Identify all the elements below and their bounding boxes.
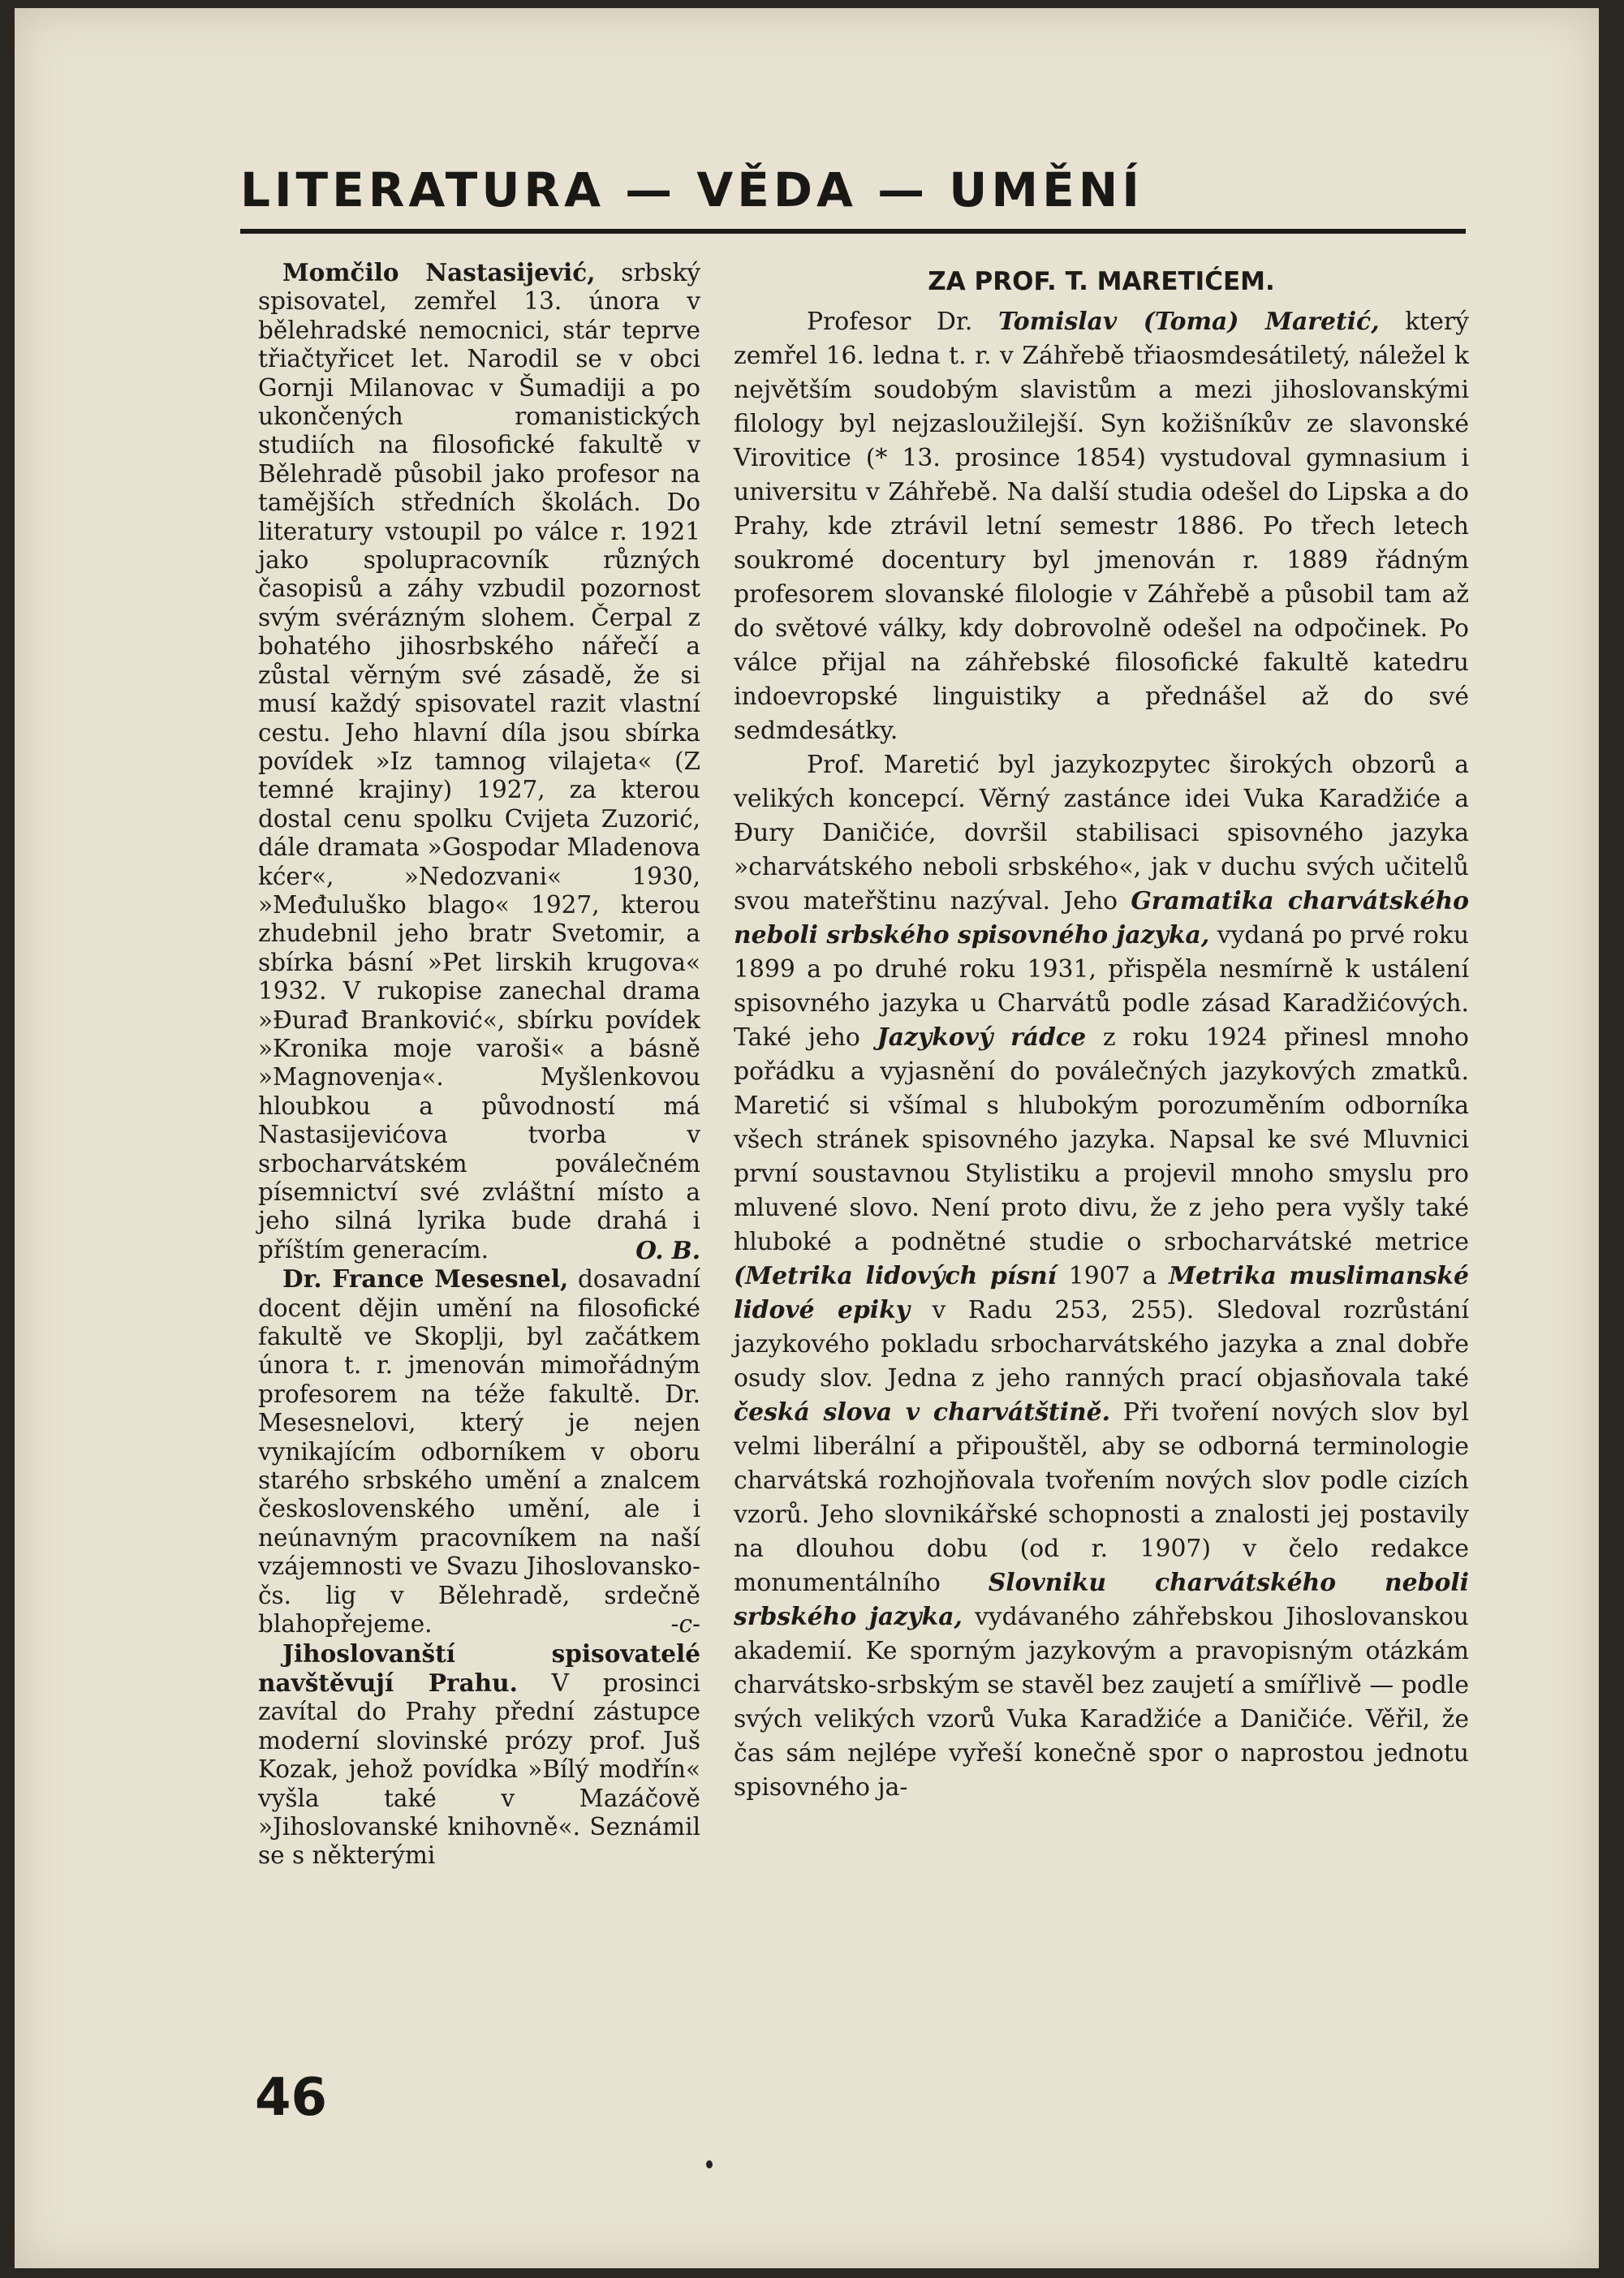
- maretic-p2-w3: (Metrika lidových písní: [734, 1262, 1057, 1290]
- maretic-p2-t4: 1907 a: [1056, 1262, 1170, 1290]
- article-nastasijevic-name: Momčilo Nastasijević,: [282, 258, 596, 286]
- article-nastasijevic: [258, 258, 700, 1264]
- article-mesesnel: [258, 1264, 700, 1639]
- left-column: [258, 258, 700, 2043]
- maretic-p2-w4: Metrika muslimanské lidové epiky: [734, 1262, 1469, 1324]
- article-nastasijevic-signature: O. B.: [635, 1235, 700, 1264]
- article-maretic-title: ZA PROF. T. MARETIĆEM.: [928, 267, 1275, 296]
- right-column: [734, 258, 1469, 2043]
- maretic-p1-name: Tomislav (Toma) Maretić,: [998, 308, 1380, 336]
- article-spisovatele-name: Jihoslovanští spisovatelé navštěvují Prahu.: [258, 1639, 700, 1697]
- article-mesesnel-text: dosavadní docent dějin umění na filosofické fakultě ve Skoplji, byl začátkem února t. r. jmenován mimořádným profesorem na téže fakultě. Dr. Mesesnelovi, který je nejen vynikajícím odborníkem v oboru starého srbského umění a znalcem československého umění, ale i neúnavným pracovníkem na naší vzájemnosti ve Svazu Jihoslovansko-čs. lig v Bělehradě, srdečně blahopřejeme.: [258, 1265, 700, 1639]
- section-header: LITERATURA — VĚDA — UMĚNÍ: [240, 162, 1144, 217]
- maretic-p2-t1: Prof. Maretić byl jazykozpytec širokých obzorů a velikých koncepcí. Věrný zastánce idei Vuka Karadžiće a Đury Daničiće, dovršil stabilisaci spisovného jazyka »charvátského neboli srbského«, jak v duchu svých učitelů svou mateřštinu nazýval. Jeho: [734, 751, 1469, 915]
- maretic-p2-t6: Při tvoření nových slov byl velmi liberální a připouštěl, aby se odborná terminologie charvátská rozhojňovala tvořením nových slov podle cizích vzorů. Jeho slovnikářské schopnosti a znalosti jej postavily na dlouhou dobu (od r. 1907) v čelo redakce monumentálního: [734, 1398, 1470, 1597]
- article-mesesnel-name: Dr. France Mesesnel,: [282, 1264, 569, 1294]
- page-number: 46: [255, 2068, 328, 2128]
- maretic-p2-w6: Slovniku charvátského neboli srbského jazyka,: [734, 1569, 1469, 1631]
- maretic-p1-b: který zemřel 16. ledna t. r. v Záhřebě třiaosmdesátiletý, náležel k největším soudobým slavistům a mezi jihoslovanskými filology byl nejzasloužilejší. Syn kožišníkův ze slavonské Virovitice (* 13. prosince 1854) vystudoval gymnasium i universitu v Záhřebě. Na další studia odešel do Lipska a do Prahy, kde ztrávil letní semestr 1886. Po třech letech soukromé docentury byl jmenován r. 1889 řádným profesorem slovanské filologie v Záhřebě a působil tam až do světové války, kdy dobrovolně odešel na odpočinek. Po válce přijal na záhřebské filosofické fakultě katedru indoevropské linguistiky a přednášel až do své sedmdesátky.: [734, 308, 1469, 745]
- article-spisovatele: [258, 1639, 700, 1871]
- article-mesesnel-signature: -c-: [670, 1610, 700, 1639]
- maretic-p2-w2: Jazykový rádce: [877, 1023, 1087, 1052]
- header-rule: [240, 229, 1466, 234]
- maretic-p2-t5: v Radu 253, 255). Sledoval rozrůstání jazykového pokladu srbocharvátského jazyka a znal dobře osudy slov. Jedna z jeho ranných prací objasňovala také: [734, 1296, 1469, 1393]
- maretic-p2-w1: Gramatika charvátského neboli srbského spisovného jazyka,: [734, 887, 1470, 950]
- article-maretic-p2: [734, 748, 1469, 1805]
- ink-dot: [706, 2160, 713, 2168]
- maretic-p2-t3: z roku 1924 přinesl mnoho pořádku a vyjasnění do poválečných jazykových zmatků. Maretić si všímal s hlubokým porozuměním odborníka všech stránek spisovného jazyka. Napsal ke své Mluvnici první soustavnou Stylistiku a projevil mnoho smyslu pro mluvené slovo. Není proto divu, že z jeho pera vyšly také hluboké a podnětné studie o srbocharvátské metrice: [734, 1023, 1469, 1256]
- article-spisovatele-text: V prosinci zavítal do Prahy přední zástupce moderní slovinské prózy prof. Juš Kozak, jehož povídka »Bílý modřín« vyšla také v Mazáčově »Jihoslovanské knihovně«. Seznámil se s některými: [258, 1669, 700, 1870]
- article-nastasijevic-text: srbský spisovatel, zemřel 13. února v bělehradské nemocnici, stár teprve třiačtyřicet let. Narodil se v obci Gornji Milanovac v Šumadiji a po ukončených romanistických studiích na filosofické fakultě v Bělehradě působil jako profesor na tamějších středních školách. Do literatury vstoupil po válce r. 1921 jako spolupracovník různých časopisů a záhy vzbudil pozornost svým svérázným slohem. Čerpal z bohatého jihosrbského nářečí a zůstal věrným své zásadě, že si musí každý spisovatel razit vlastní cestu. Jeho hlavní díla jsou sbírka povídek »Iz tamnog vilajeta« (Z temné krajiny) 1927, za kterou dostal cenu spolku Cvijeta Zuzorić, dále dramata »Gospodar Mladenova kćer«, »Nedozvani« 1930, »Međuluško blago« 1927, kterou zhudebnil jeho bratr Svetomir, a sbírka básní »Pet lirskih krugova« 1932. V rukopise zanechal drama »Đurađ Branković«, sbírku povídek »Kronika moje varoši« a básně »Magnovenja«. Myšlenkovou hloubkou a původností má Nastasijevićova tvorba v srbocharvátském poválečném písemnictví své zvláštní místo a jeho silná lyrika bude drahá i příštím generacím.: [258, 259, 700, 1264]
- maretic-p2-w5: česká slova v charvátštině.: [734, 1398, 1110, 1427]
- maretic-p1-a: Profesor Dr.: [807, 308, 999, 336]
- article-maretic-p1: [734, 305, 1469, 748]
- page: [15, 8, 1599, 2268]
- maretic-p2-t2: vydaná po prvé roku 1899 a po druhé roku 1931, přispěla nesmírně k ustálení spisovného jazyka u Charvátů podle zásad Karadžićových. Také jeho: [734, 921, 1470, 1052]
- maretic-p2-t7: vydávaného záhřebskou Jihoslovanskou akademií. Ke sporným jazykovým a pravopisným otázkám charvátsko-srbským se stavěl bez zaujetí a smířlivě — podle svých velikých vzorů Vuka Karadžiće a Daničiće. Věřil, že čas sám nejlépe vyřeší konečně spor o naprostou jednotu spisovného ja-: [734, 1603, 1469, 1802]
